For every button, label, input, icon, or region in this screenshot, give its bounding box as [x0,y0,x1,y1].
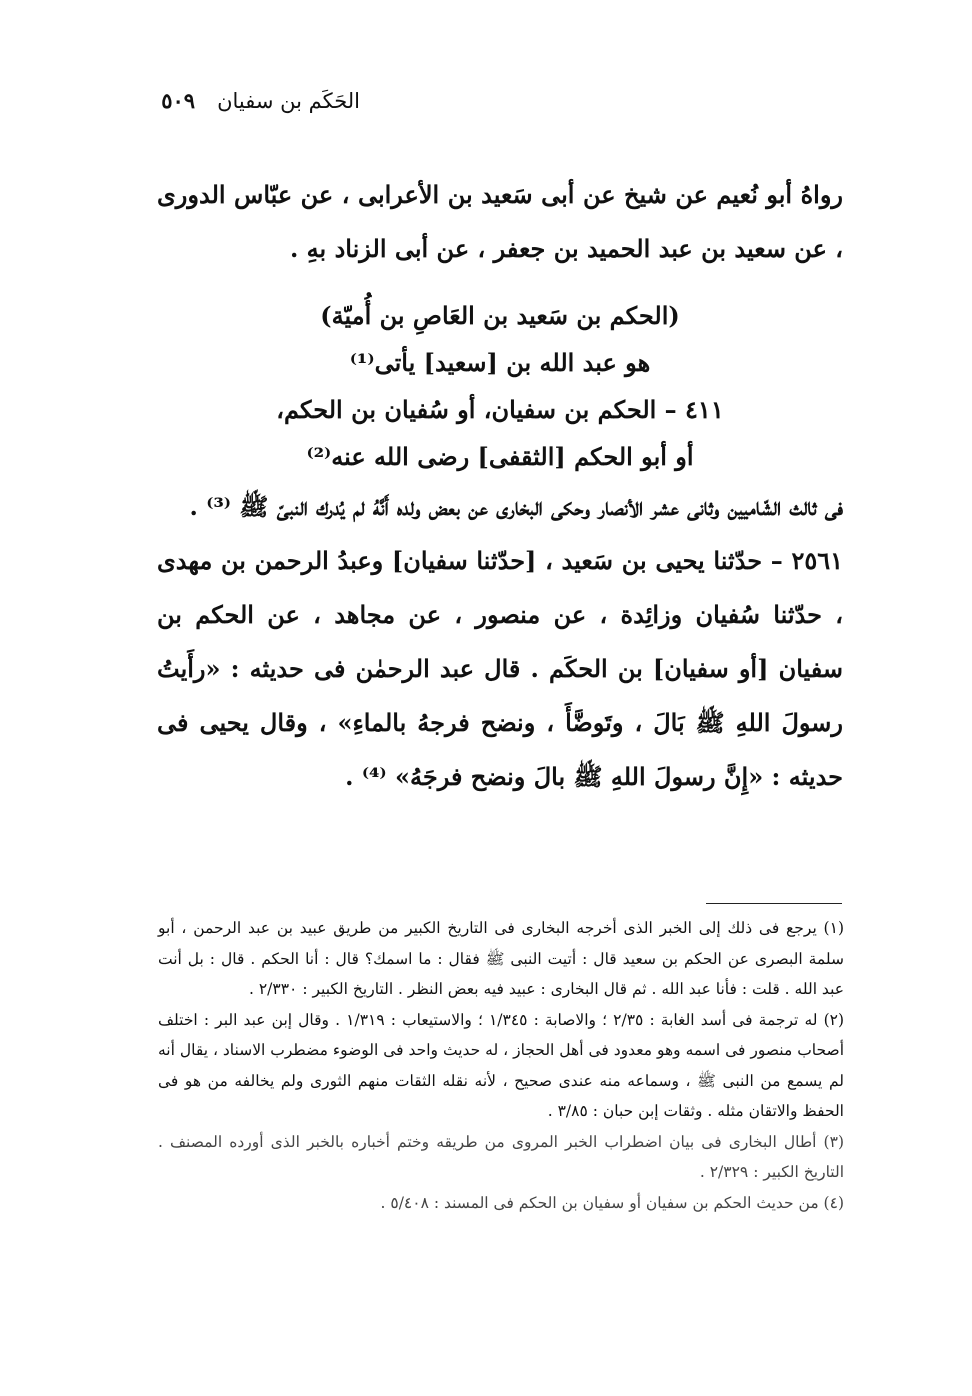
heading-line-3: ٤١١ – الحكم بن سفيان، أو سُفيان بن الحكم، [276,395,724,424]
heading-line-2: هو عبد الله بن [سعيد] يأتى⁽¹⁾ [349,348,651,377]
heading-line-1: (الحكم بن سَعيد بن العَاصِ بن أُميّة) [320,301,680,330]
heading-line-4: أو أبو الحكم [الثقفى] رضى الله عنه⁽²⁾ [306,442,694,471]
footnote-1: (١) يرجع فى ذلك إلى الخبر الذى أخرجه البخارى فى التاريخ الكبير من طريق عبيد بن عبد الرحمن ، أبو سلمة البصرى عن الحكم بن سعيد قال : أتيت النبى ﷺ فقال : ما اسمك؟ قال : أنا الحكم . قال : بل أنت عبد الله . قلت : فأنا عبد الله . ثم قال البخارى : عبيد فيه بعض النظر . التاريخ الكبير : ٢/٣٣٠ . [158,919,844,998]
footnote-4: (٤) من حديث الحكم بن سفيان أو سفيان بن الحكم فى المسند : ٥/٤٠٨ . [380,1193,844,1212]
footnote-3: (٣) أطال البخارى فى بيان اضطراب الخبر المروى من طريقه وختم أخباره بالخبر الذى أورده المصنف . التاريخ الكبير : ٢/٣٢٩ . [158,1132,844,1181]
page-header [150,88,360,113]
footnote-2: (٢) له ترجمة فى أسد الغابة : ٢/٣٥ ؛ والاصابة : ١/٣٤٥ ؛ والاستيعاب : ١/٣١٩ . وقال إبن عبد البر : اختلف أصحاب منصور فى اسمه وهو معدود فى أهل الحجاز ، له حديث واحد فى الوضوء مضطرب الاسناد ، يقال أنه لم يسمع من النبى ﷺ ، وسماعه منه عندى صحيح ، لأنه نقله الثقات منهم الثورى ولم يخالفه من هو فى الحفظ والاتقان مثله . وثقات إبن حبان : ٣/٨٥ . [158,1010,845,1120]
page-number: ٥٠٩ [161,88,196,113]
entry-heading [157,292,843,480]
hadith-paragraph: ٢٥٦١ – حدّثنا يحيى بن سَعيد ، [حدّثنا سفيان] وعبدُ الرحمن بن مهدى ، حدّثنا سُفيان وزائِدة ، عن منصور ، عن مجاهد ، عن الحكم بن سفيان [أو سفيان] بن الحكَم . قال عبد الرحمٰن فى حديثه : «رأَيتُ رسولَ اللهِ ﷺ بَالَ ، وتَوضَّأَ ، ونضح فرجهُ بالماءِ» ، وقال يحيى فى حديثه : «إِنَّ رسولَ اللهِ ﷺ بالَ ونضح فرجَهُ» ⁽⁴⁾ . [157,546,843,791]
opening-paragraph: رواهُ أبو نُعيم عن شيخ عن أبى سَعيد بن الأعرابى ، عن عبّاس الدورى ، عن سعيد بن عبد الحميد بن جعفر ، عن أبى الزناد بهِ . [157,180,843,263]
intro-paragraph: فى ثالث الشّاميين وثانى عشر الأنصار وحكى البخارى عن بعض ولده أَنَّهُ لم يُدرك النبىّ ﷺ ⁽³⁾ . [189,492,843,521]
footnotes [158,913,844,1218]
running-title: الحَكَم بن سفيان [217,89,360,113]
footnote-divider [706,903,842,904]
main-text [157,168,843,804]
